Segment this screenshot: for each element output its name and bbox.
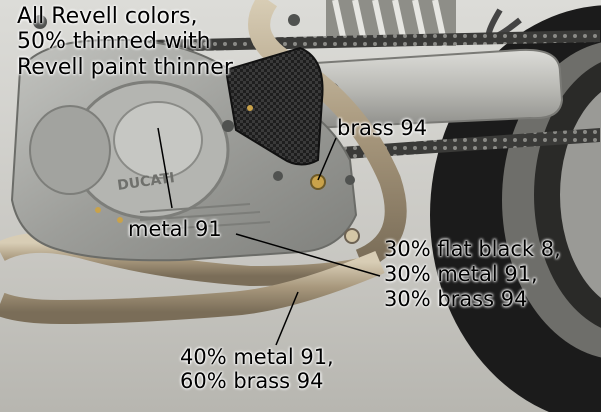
exhaust-mix-line-3: 30% brass 94	[384, 286, 528, 311]
pipe-mix-line-1: 40% metal 91,	[180, 345, 334, 369]
pipe-mix-line-2: 60% brass 94	[180, 369, 324, 394]
paint-note-line-3: Revell paint thinner	[17, 54, 233, 80]
pipe-mix-label	[180, 345, 334, 394]
exhaust-mix-line-2: 30% metal 91,	[384, 261, 538, 286]
metal-label: metal 91	[128, 217, 222, 241]
brass-fitting	[311, 175, 325, 189]
exhaust-mix-label	[384, 237, 561, 311]
pipe-clamp	[345, 229, 359, 243]
brass-label: brass 94	[337, 116, 428, 140]
exhaust-mix-line-1: 30% flat black 8,	[384, 237, 561, 261]
paint-note-line-1: All Revell colors,	[17, 4, 198, 29]
paint-note	[17, 4, 233, 80]
paint-note-line-2: 50% thinned with	[17, 29, 211, 55]
engine-engraving: DUCATI	[116, 170, 176, 194]
